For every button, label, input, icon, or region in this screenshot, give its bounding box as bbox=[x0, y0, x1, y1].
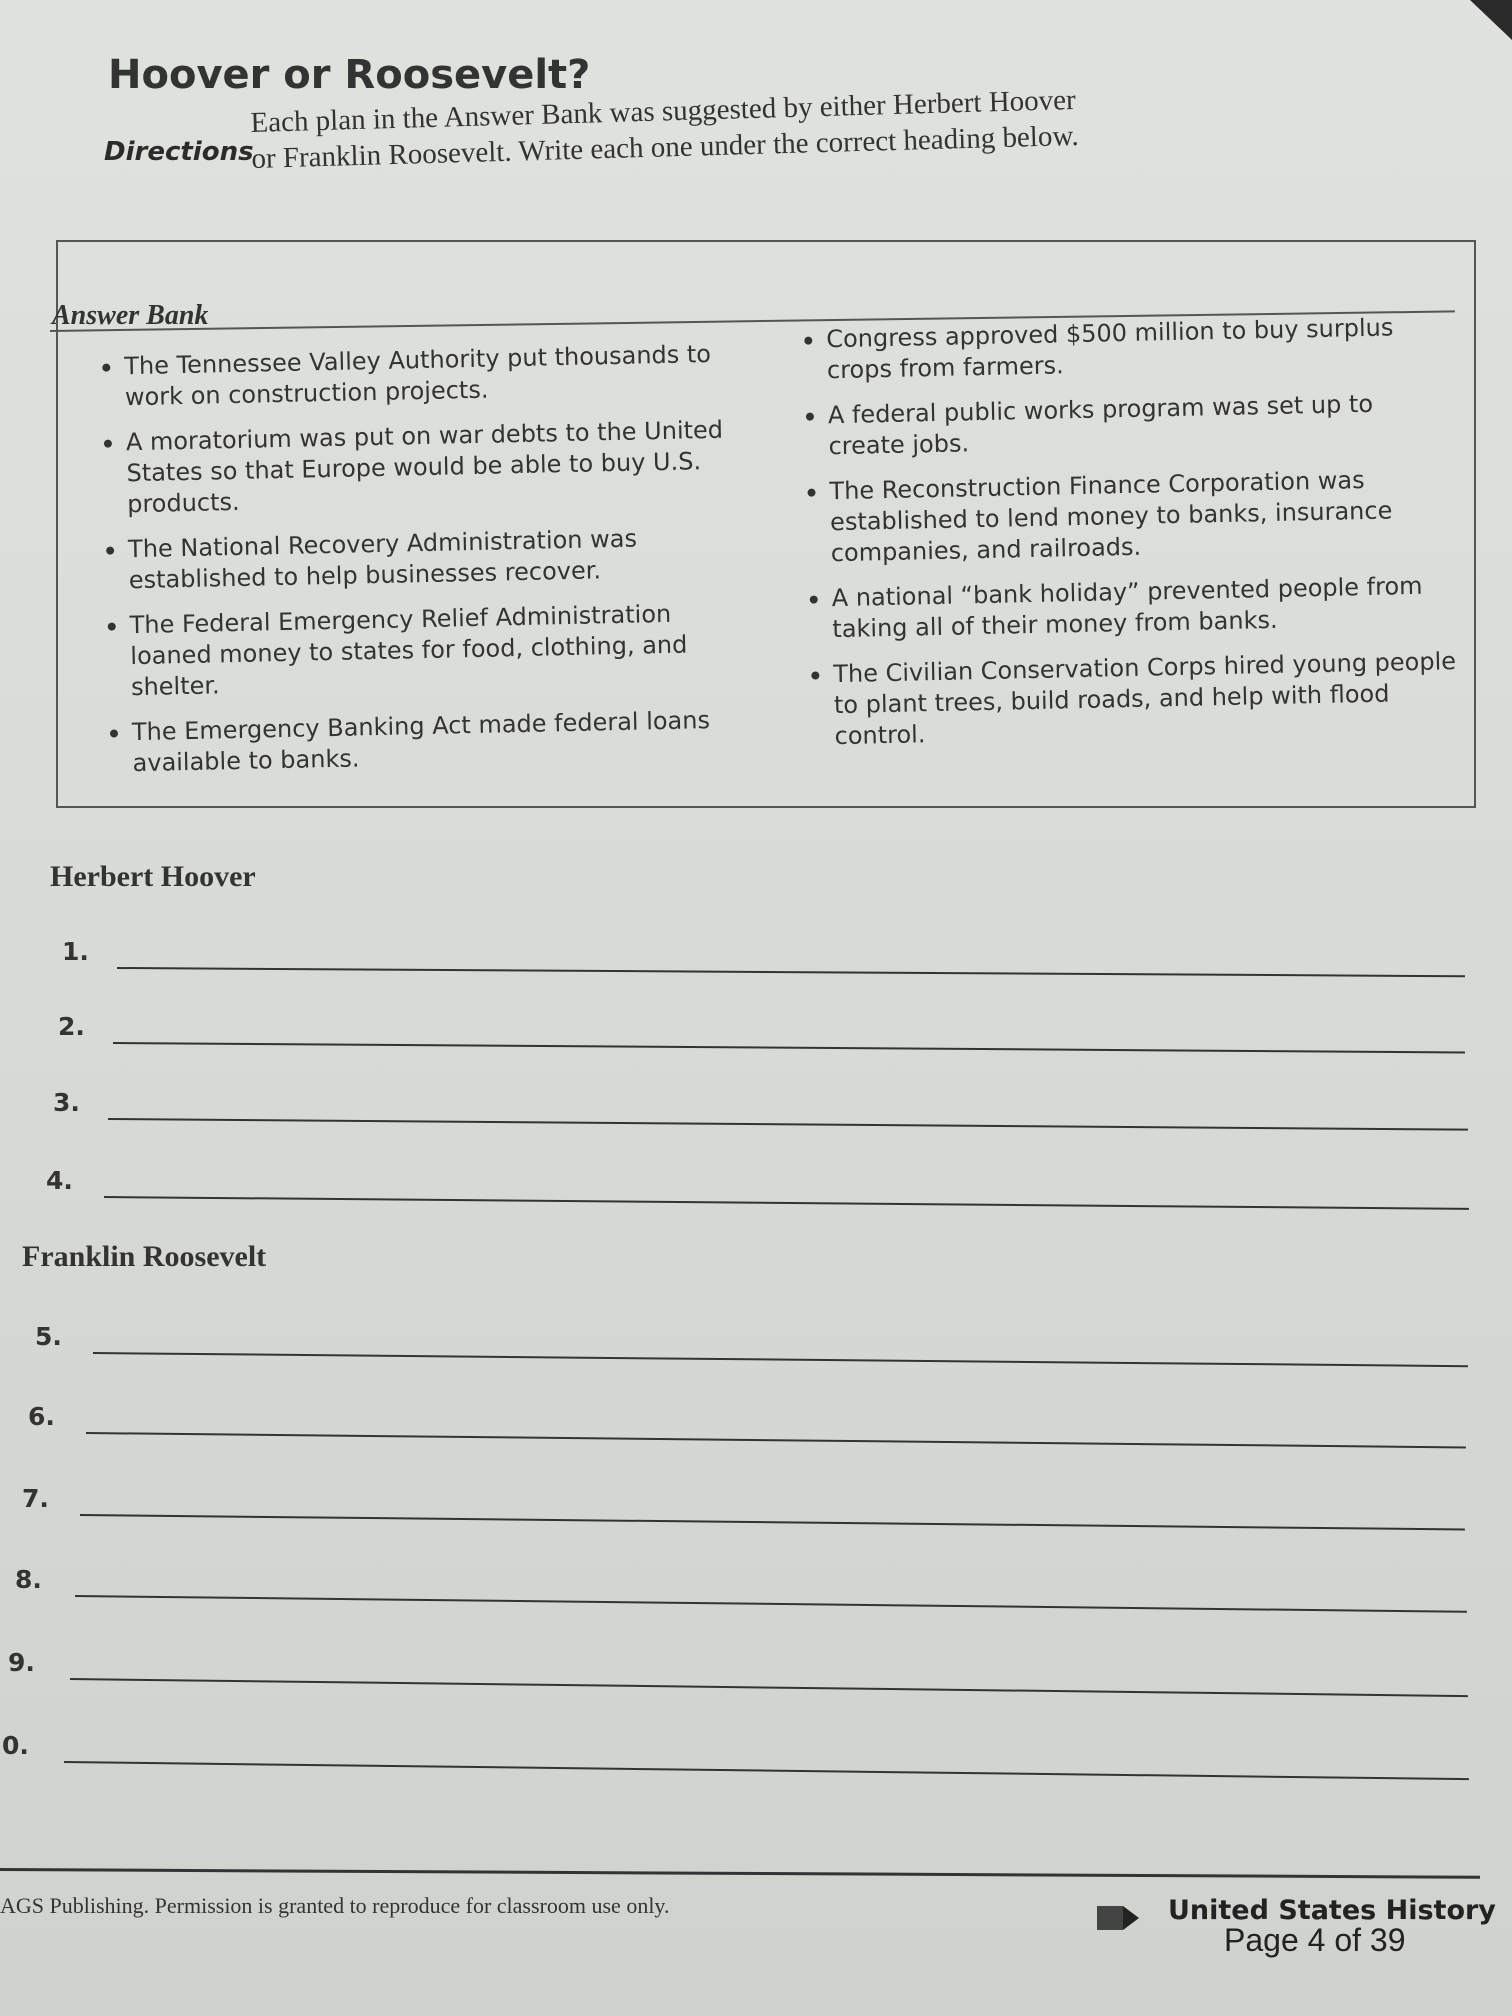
answer-line-7[interactable] bbox=[22, 1484, 1462, 1524]
answer-bank-item: The Federal Emergency Relief Administration loaned money to states for food, clothing, and shelter. bbox=[93, 598, 735, 704]
answer-bank-item: The Emergency Banking Act made federal loans available to banks. bbox=[96, 705, 737, 780]
answer-bank-item: Congress approved $500 million to buy surplus crops from farmers. bbox=[790, 311, 1451, 387]
answer-number: 3. bbox=[53, 1088, 80, 1117]
answer-bank-left-column bbox=[88, 339, 737, 794]
book-icon bbox=[1095, 1902, 1141, 1932]
answer-line-2[interactable] bbox=[58, 1012, 1468, 1052]
answer-line-3[interactable] bbox=[53, 1088, 1463, 1128]
answer-number: 5. bbox=[35, 1322, 62, 1351]
hoover-heading: Herbert Hoover bbox=[50, 860, 256, 893]
answer-bank-item: A moratorium was put on war debts to the United States so that Europe would be able to buy U.S. products. bbox=[90, 415, 732, 521]
answer-bank-header: Answer Bank bbox=[52, 300, 209, 331]
answer-bank-item: A national “bank holiday” prevented people from taking all of their money from banks. bbox=[795, 570, 1456, 646]
answer-number: 0. bbox=[2, 1731, 29, 1760]
answer-underline bbox=[80, 1514, 1465, 1531]
answer-bank-item: The Civilian Conservation Corps hired young people to plant trees, build roads, and help with flood control. bbox=[797, 646, 1459, 753]
answer-underline bbox=[86, 1432, 1466, 1448]
answer-underline bbox=[75, 1595, 1467, 1613]
answer-line-6[interactable] bbox=[28, 1402, 1468, 1442]
answer-number: 8. bbox=[15, 1565, 42, 1594]
answer-number: 7. bbox=[22, 1484, 49, 1513]
roosevelt-heading: Franklin Roosevelt bbox=[22, 1240, 267, 1273]
answer-bank-item: The Tennessee Valley Authority put thousands to work on construction projects. bbox=[88, 339, 729, 414]
answer-underline bbox=[70, 1678, 1468, 1697]
answer-line-4[interactable] bbox=[46, 1166, 1466, 1206]
answer-line-1[interactable] bbox=[62, 937, 1472, 977]
book-title: United States History bbox=[1168, 1895, 1496, 1926]
answer-underline bbox=[64, 1761, 1469, 1780]
answer-underline bbox=[104, 1196, 1469, 1210]
answer-number: 2. bbox=[58, 1012, 85, 1041]
answer-line-5[interactable] bbox=[35, 1322, 1465, 1362]
page-title: Hoover or Roosevelt? bbox=[108, 52, 591, 98]
answer-line-8[interactable] bbox=[15, 1565, 1465, 1605]
answer-number: 1. bbox=[62, 937, 89, 966]
answer-bank-item: The National Recovery Administration was established to help businesses recover. bbox=[92, 522, 733, 597]
answer-line-10[interactable] bbox=[2, 1731, 1462, 1771]
copyright-notice: AGS Publishing. Permission is granted to reproduce for classroom use only. bbox=[0, 1893, 670, 1918]
answer-underline bbox=[113, 1042, 1465, 1053]
page-corner-shadow bbox=[1442, 0, 1512, 40]
answer-bank-right-column bbox=[790, 311, 1459, 767]
answer-bank-item: A federal public works program was set up to create jobs. bbox=[792, 387, 1453, 463]
footer-rule bbox=[0, 1868, 1480, 1879]
answer-underline bbox=[93, 1352, 1468, 1367]
answer-line-9[interactable] bbox=[8, 1648, 1463, 1688]
directions-text: Each plan in the Answer Bank was suggested by either Herbert Hoover or Franklin Roosevelt. Write each one under the correct heading below. bbox=[250, 83, 1080, 175]
answer-number: 4. bbox=[46, 1166, 73, 1195]
page-number: Page 4 of 39 bbox=[1224, 1922, 1406, 1958]
answer-number: 6. bbox=[28, 1402, 55, 1431]
directions-label: Directions bbox=[104, 137, 254, 167]
answer-underline bbox=[117, 967, 1465, 977]
answer-number: 9. bbox=[8, 1648, 35, 1677]
answer-underline bbox=[108, 1118, 1468, 1131]
answer-bank-item: The Reconstruction Finance Corporation was established to lend money to banks, insurance companies, and railroads. bbox=[793, 463, 1455, 570]
